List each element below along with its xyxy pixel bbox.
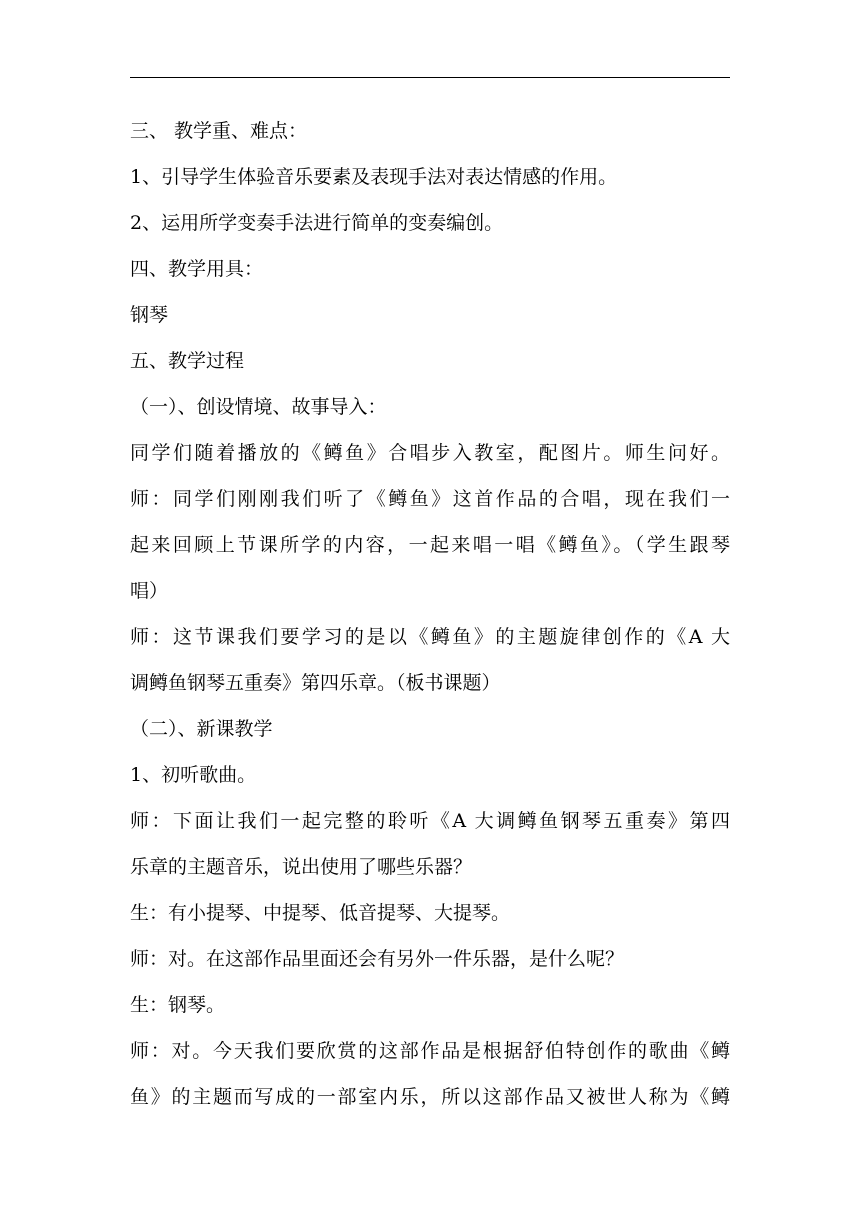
paragraph-line: 同学们随着播放的《鳟鱼》合唱步入教室，配图片。师生问好。 <box>130 442 730 464</box>
paragraph-line: 调鳟鱼钢琴五重奏》第四乐章。（板书课题） <box>130 672 501 694</box>
paragraph-line: 师：这节课我们要学习的是以《鳟鱼》的主题旋律创作的《A 大 <box>130 626 730 648</box>
section-heading-teaching-tools: 四、教学用具： <box>130 258 264 280</box>
paragraph-line: 起来回顾上节课所学的内容，一起来唱一唱《鳟鱼》。（学生跟琴 <box>130 534 730 556</box>
key-point-1: 1、引导学生体验音乐要素及表现手法对表达情感的作用。 <box>130 166 618 188</box>
section-heading-key-points: 三、 教学重、难点： <box>130 120 308 142</box>
paragraph-line: 鱼》的主题而写成的一部室内乐，所以这部作品又被世人称为《鳟 <box>130 1086 730 1108</box>
paragraph-line: 师：对。在这部作品里面还会有另外一件乐器，是什么呢？ <box>130 948 625 970</box>
paragraph-line: 乐章的主题音乐，说出使用了哪些乐器？ <box>130 856 473 878</box>
header-rule <box>130 77 730 78</box>
paragraph-line: 师：下面让我们一起完整的聆听《A 大调鳟鱼钢琴五重奏》第四 <box>130 810 730 832</box>
paragraph-line: 师：对。今天我们要欣赏的这部作品是根据舒伯特创作的歌曲《鳟 <box>130 1040 730 1062</box>
step-heading-first-listen: 1、初听歌曲。 <box>130 764 257 786</box>
section-heading-teaching-process: 五、教学过程 <box>130 350 245 372</box>
paragraph-line: 生：钢琴。 <box>130 994 226 1016</box>
paragraph-line: 生：有小提琴、中提琴、低音提琴、大提琴。 <box>130 902 511 924</box>
paragraph-line: 唱） <box>130 580 169 602</box>
subsection-heading-introduction: （一）、创设情境、故事导入： <box>130 396 387 418</box>
teaching-tool-piano: 钢琴 <box>130 304 169 326</box>
paragraph-line: 师：同学们刚刚我们听了《鳟鱼》这首作品的合唱，现在我们一 <box>130 488 730 510</box>
key-point-2: 2、运用所学变奏手法进行简单的变奏编创。 <box>130 212 504 234</box>
document-body <box>130 108 730 1120</box>
subsection-heading-new-lesson: （二）、新课教学 <box>130 718 273 740</box>
